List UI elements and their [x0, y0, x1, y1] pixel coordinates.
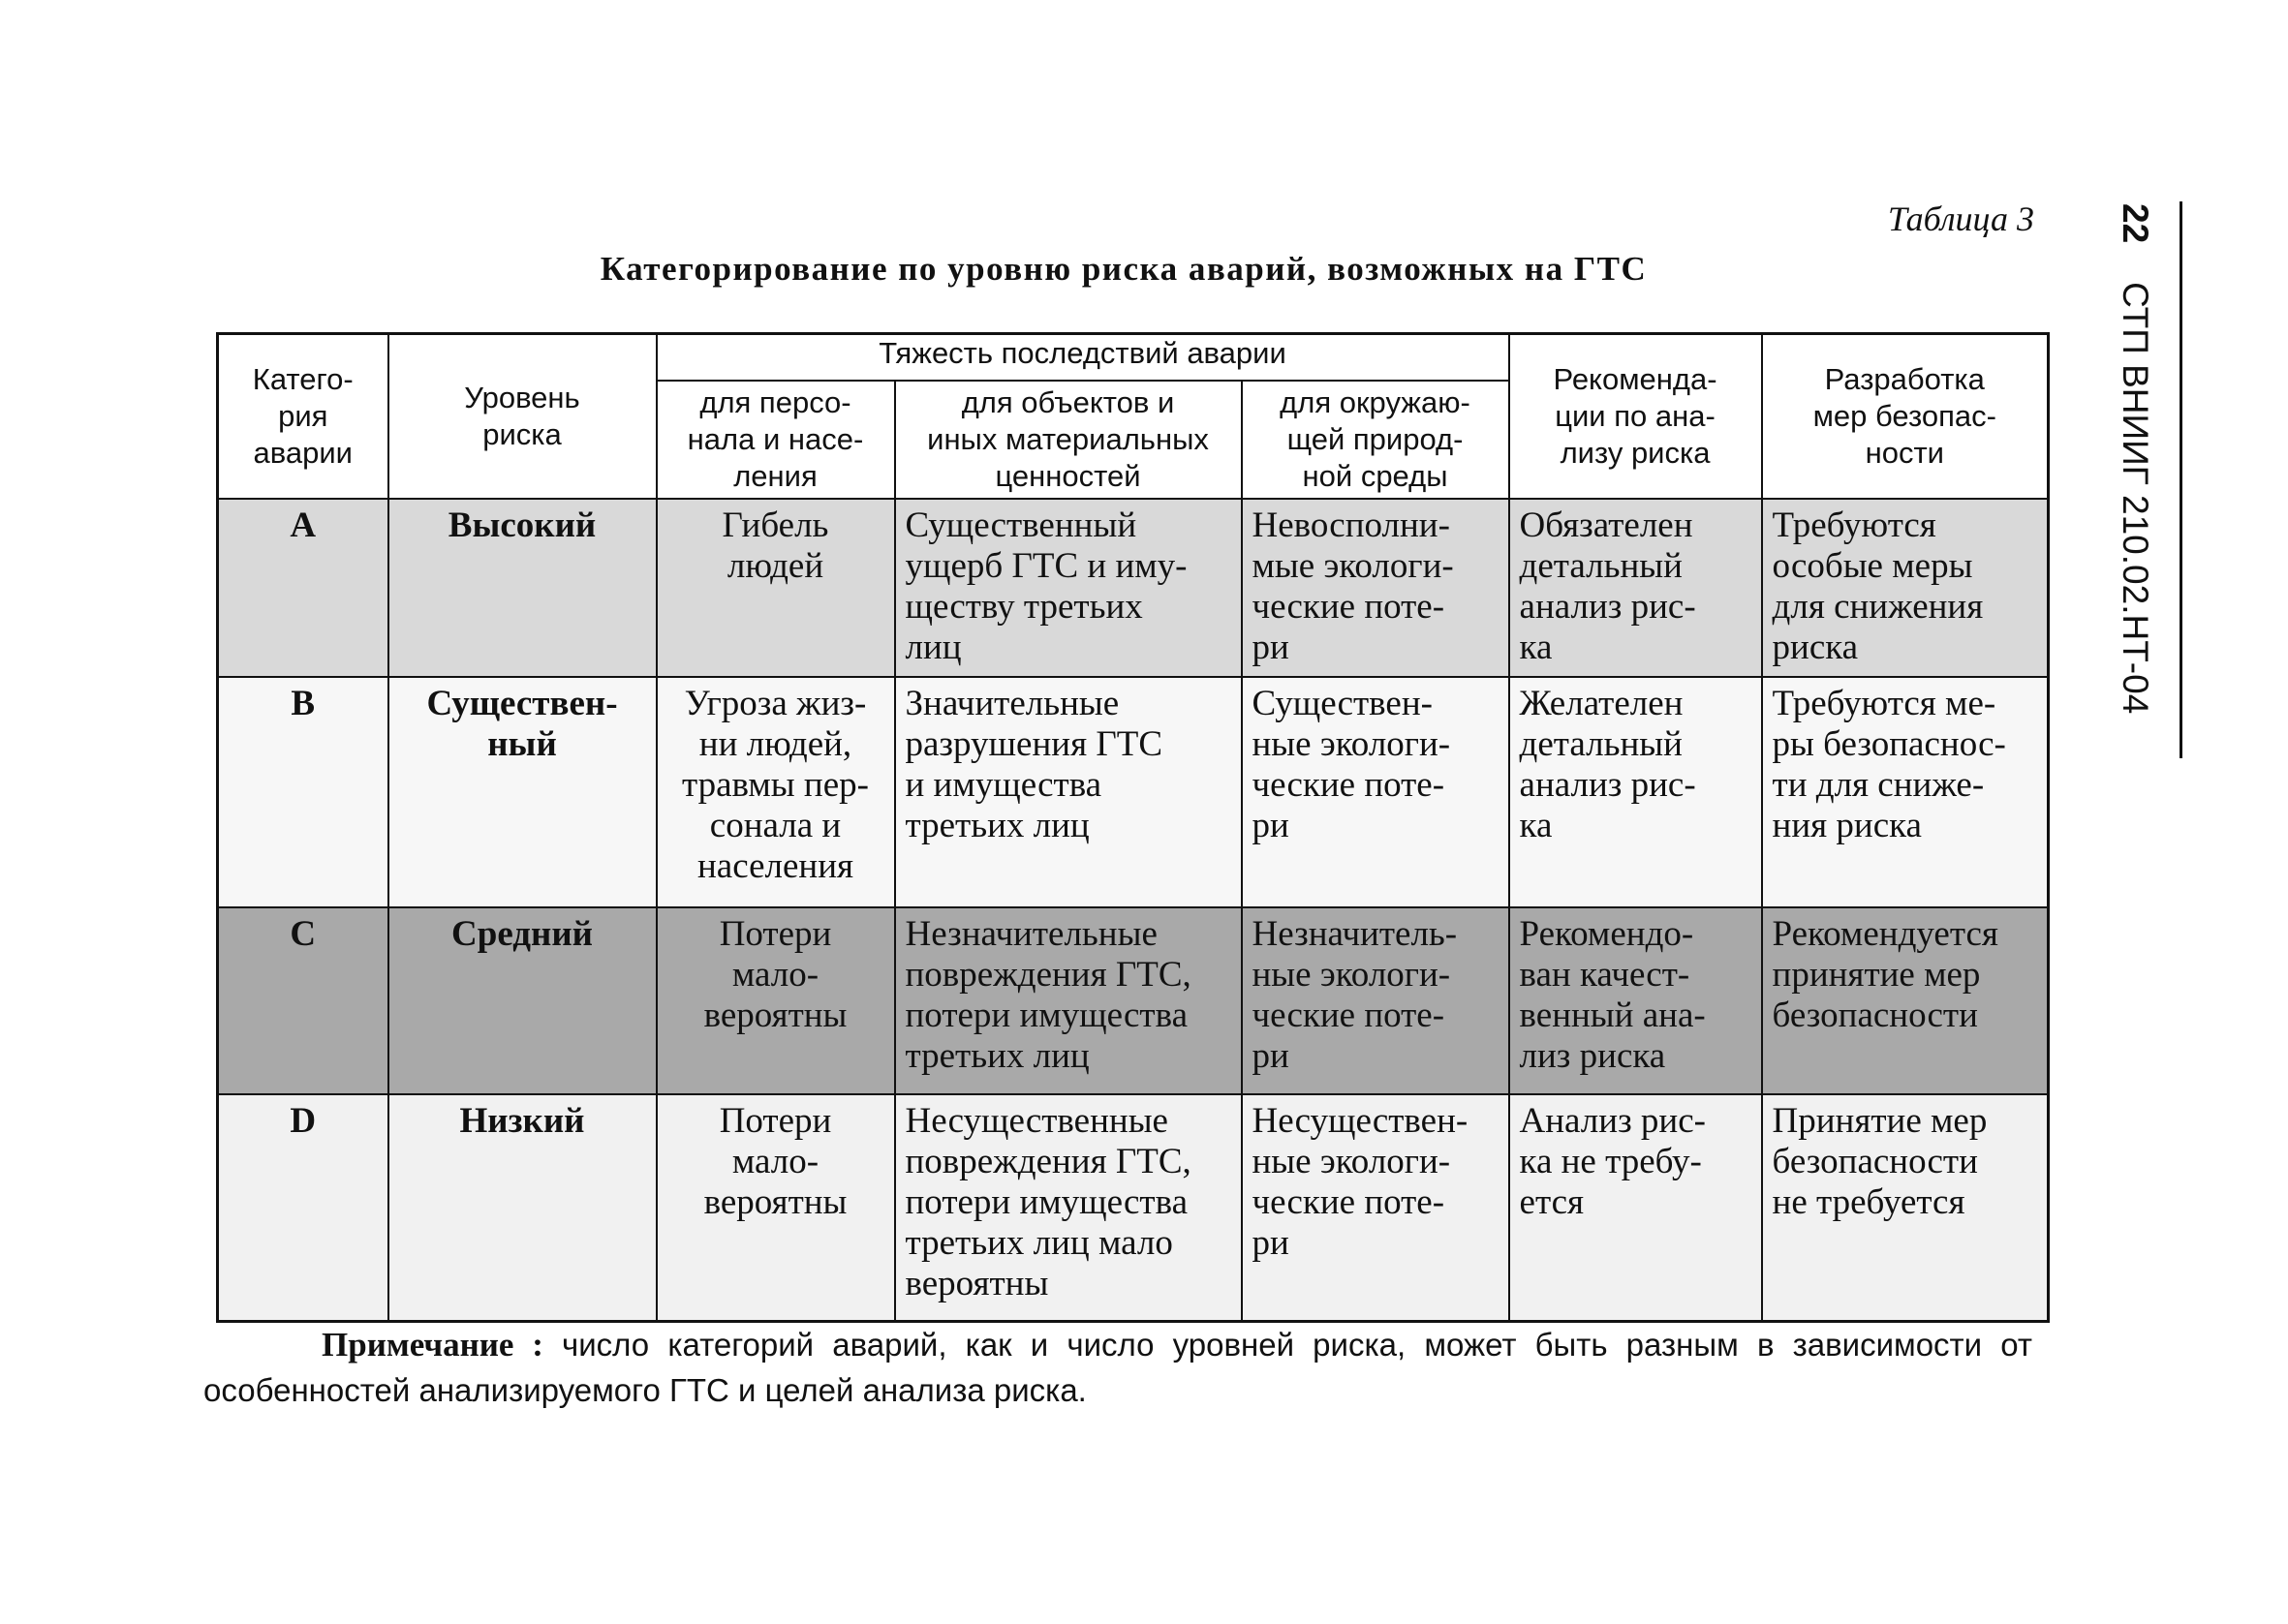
- cell-objects: Незначительные повреждения ГТС, потери имущества третьих лиц: [895, 907, 1242, 1094]
- header-severity-group: Тяжесть последствий аварии: [657, 334, 1509, 381]
- cell-environment: Невосполни- мые экологи- ческие поте- ри: [1242, 499, 1509, 677]
- cell-objects: Значительные разрушения ГТС и имущества третьих лиц: [895, 677, 1242, 907]
- table-number-label: Таблица 3: [1887, 199, 2034, 238]
- risk-category-table: [216, 332, 2050, 1323]
- cell-analysis: Обязателен детальный анализ рис- ка: [1509, 499, 1762, 677]
- note-label: Примечание :: [322, 1326, 543, 1364]
- cell-level: Низкий: [388, 1094, 657, 1322]
- cell-measures: Требуются особые меры для снижения риска: [1762, 499, 2049, 677]
- header-environment: для окружаю- щей природ- ной среды: [1242, 381, 1509, 499]
- side-header: [2115, 203, 2155, 714]
- cell-analysis: Рекомендо- ван качест- венный ана- лиз риска: [1509, 907, 1762, 1094]
- header-category: Катего- рия аварии: [218, 334, 388, 499]
- document-code: СТП ВНИИГ 210.02.НТ-04: [2116, 282, 2155, 715]
- cell-level: Средний: [388, 907, 657, 1094]
- cell-level: Существен- ный: [388, 677, 657, 907]
- note-text: число категорий аварий, как и число уровней риска, может быть разным в зависимости от особенностей анализируемого ГТС и целей анализа риска.: [203, 1327, 2033, 1408]
- cell-level: Высокий: [388, 499, 657, 677]
- table-row: [218, 499, 2049, 677]
- cell-category: C: [218, 907, 388, 1094]
- table-row: [218, 907, 2049, 1094]
- cell-personnel: Угроза жиз- ни людей, травмы пер- сонала и населения: [657, 677, 895, 907]
- page-number: 22: [2116, 203, 2155, 244]
- table-row: [218, 677, 2049, 907]
- cell-personnel: Потери мало- вероятны: [657, 907, 895, 1094]
- cell-objects: Несущественные повреждения ГТС, потери имущества третьих лиц мало вероятны: [895, 1094, 1242, 1322]
- table-note: [203, 1322, 2032, 1413]
- cell-category: A: [218, 499, 388, 677]
- cell-analysis: Желателен детальный анализ рис- ка: [1509, 677, 1762, 907]
- header-objects: для объектов и иных материальных ценностей: [895, 381, 1242, 499]
- table-title: Категорирование по уровню риска аварий, возможных на ГТС: [600, 250, 1648, 288]
- table-row: [218, 1094, 2049, 1322]
- cell-measures: Принятие мер безопасности не требуется: [1762, 1094, 2049, 1322]
- cell-environment: Незначитель- ные экологи- ческие поте- ри: [1242, 907, 1509, 1094]
- cell-measures: Требуются ме- ры безопаснос- ти для сниже- ния риска: [1762, 677, 2049, 907]
- cell-measures: Рекомендуется принятие мер безопасности: [1762, 907, 2049, 1094]
- cell-personnel: Потери мало- вероятны: [657, 1094, 895, 1322]
- cell-environment: Несуществен- ные экологи- ческие поте- ри: [1242, 1094, 1509, 1322]
- cell-environment: Существен- ные экологи- ческие поте- ри: [1242, 677, 1509, 907]
- header-personnel: для персо- нала и насе- ления: [657, 381, 895, 499]
- header-risk-level: Уровень риска: [388, 334, 657, 499]
- header-analysis: Рекоменда- ции по ана- лизу риска: [1509, 334, 1762, 499]
- cell-personnel: Гибель людей: [657, 499, 895, 677]
- cell-objects: Существенный ущерб ГТС и иму- ществу третьих лиц: [895, 499, 1242, 677]
- cell-category: B: [218, 677, 388, 907]
- cell-analysis: Анализ рис- ка не требу- ется: [1509, 1094, 1762, 1322]
- cell-category: D: [218, 1094, 388, 1322]
- header-measures: Разработка мер безопас- ности: [1762, 334, 2049, 499]
